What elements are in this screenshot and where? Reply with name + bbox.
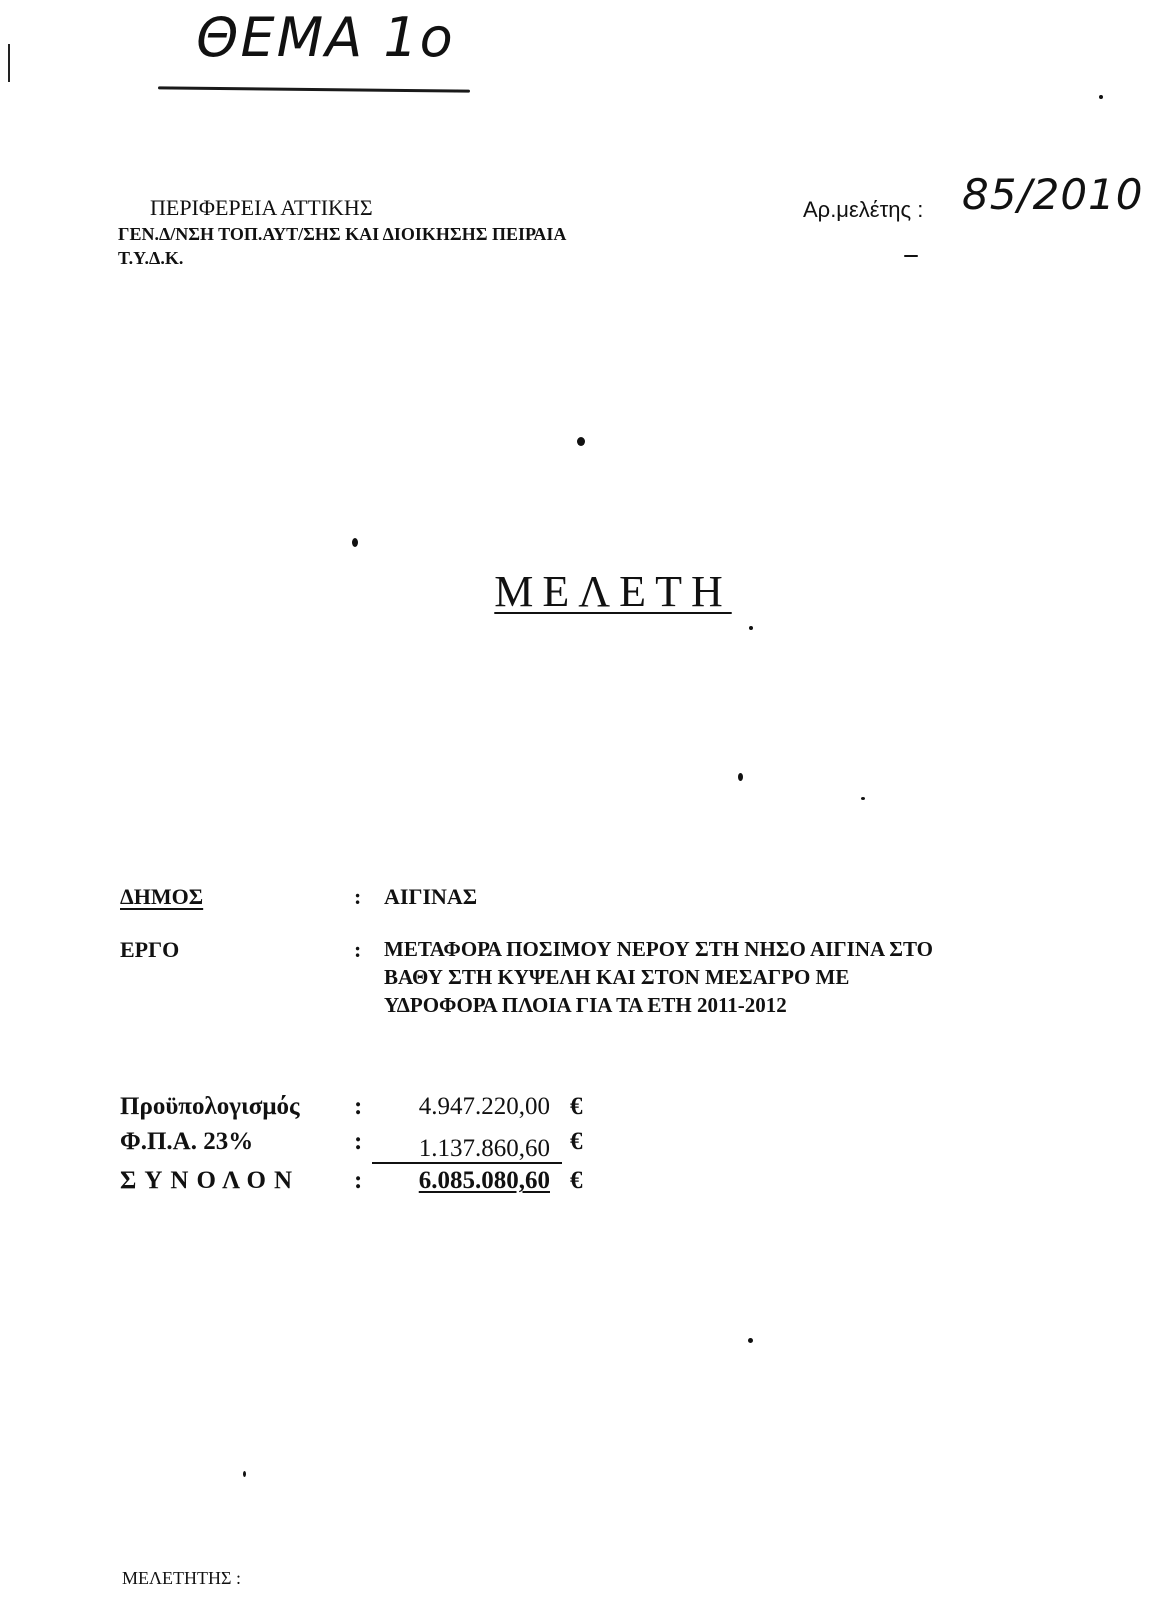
budget-amount: 4.947.220,00 bbox=[418, 1093, 550, 1120]
org-line-directorate: ΓΕΝ.Δ/ΝΣΗ ΤΟΠ.ΑΥΤ/ΣΗΣ ΚΑΙ ΔΙΟΙΚΗΣΗΣ ΠΕΙΡΑΙΑ bbox=[118, 224, 567, 244]
municipality-label: ΔΗΜΟΣ bbox=[120, 884, 204, 909]
vat-label: Φ.Π.Α. 23% bbox=[120, 1128, 254, 1155]
document-title: ΜΕΛΕΤΗ bbox=[494, 567, 732, 616]
org-line-department: Τ.Υ.Δ.Κ. bbox=[118, 248, 184, 268]
vat-amount: 1.137.860,60 bbox=[418, 1135, 550, 1162]
scan-speck bbox=[861, 797, 865, 800]
scan-speck bbox=[1099, 95, 1103, 99]
total-amount: 6.085.080,60 bbox=[418, 1167, 550, 1194]
scan-speck bbox=[749, 626, 753, 630]
total-colon: : bbox=[354, 1167, 363, 1194]
scan-speck bbox=[748, 1338, 753, 1343]
total-label: ΣΥΝΟΛΟΝ bbox=[120, 1167, 301, 1194]
scan-speck bbox=[577, 437, 585, 446]
budget-colon: : bbox=[354, 1093, 363, 1120]
handwritten-title: ΘΕΜΑ 1ο bbox=[196, 6, 455, 69]
scan-speck bbox=[738, 773, 743, 781]
project-line-2: ΒΑΘΥ ΣΤΗ ΚΥΨΕΛΗ ΚΑΙ ΣΤΟΝ ΜΕΣΑΓΡΟ ΜΕ bbox=[384, 965, 850, 989]
project-label: ΕΡΓΟ bbox=[120, 937, 180, 962]
project-line-1: ΜΕΤΑΦΟΡΑ ΠΟΣΙΜΟΥ ΝΕΡΟΥ ΣΤΗ ΝΗΣΟ ΑΙΓΙΝΑ ΣΤΟ bbox=[384, 937, 933, 961]
total-currency: € bbox=[570, 1167, 583, 1194]
municipality-value: ΑΙΓΙΝΑΣ bbox=[384, 884, 478, 909]
municipality-colon: : bbox=[354, 884, 362, 909]
vat-currency: € bbox=[570, 1128, 583, 1155]
project-line-3: ΥΔΡΟΦΟΡΑ ΠΛΟΙΑ ΓΙΑ ΤΑ ΕΤΗ 2011-2012 bbox=[384, 993, 787, 1017]
study-number-value: 85/2010 bbox=[962, 170, 1144, 219]
margin-mark bbox=[8, 44, 10, 82]
budget-currency: € bbox=[570, 1093, 583, 1120]
scan-speck bbox=[352, 538, 358, 547]
project-colon: : bbox=[354, 937, 362, 962]
org-line-region: ΠΕΡΙΦΕΡΕΙΑ ΑΤΤΙΚΗΣ bbox=[150, 195, 373, 220]
handwritten-underline bbox=[158, 86, 470, 92]
budget-label: Προϋπολογισμός bbox=[120, 1093, 300, 1120]
study-number-label: Αρ.μελέτης : bbox=[803, 197, 924, 222]
vat-colon: : bbox=[354, 1128, 363, 1155]
scan-speck bbox=[243, 1471, 246, 1477]
sum-rule bbox=[372, 1162, 562, 1164]
scan-speck bbox=[904, 255, 918, 257]
author-label: ΜΕΛΕΤΗΤΗΣ : bbox=[122, 1568, 242, 1588]
